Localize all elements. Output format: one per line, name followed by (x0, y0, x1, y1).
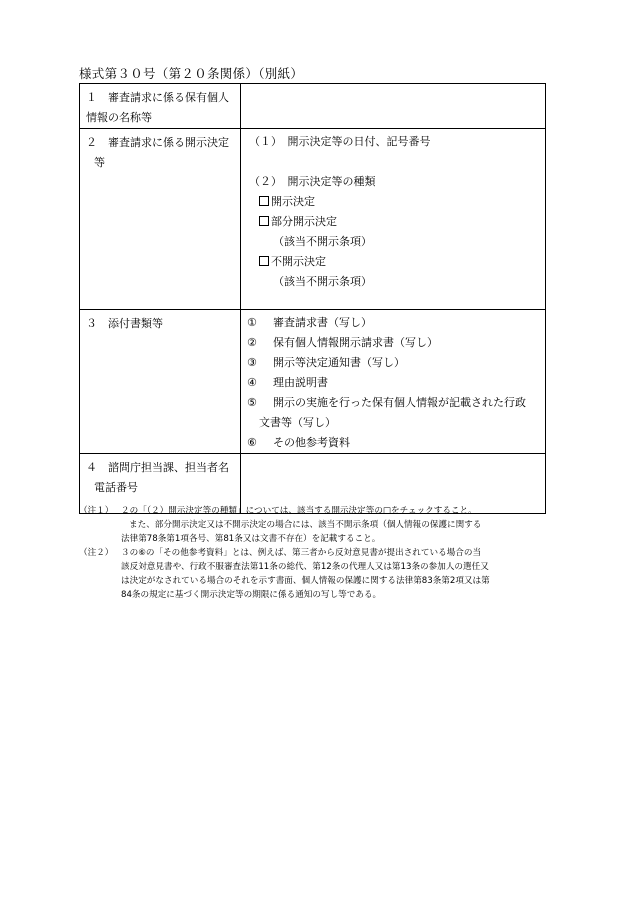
notes-section (79, 504, 547, 602)
note-line: ３の⑥の「その他参考資料」とは、例えば、第三者から反対意見書が提出されている場合の当 (121, 548, 482, 558)
row-number: ４ (86, 461, 97, 474)
checkbox-icon[interactable] (259, 196, 269, 206)
row-number: ２ (86, 136, 97, 149)
label-cell-3 (80, 310, 241, 454)
checkbox-icon[interactable] (259, 256, 269, 266)
row-label-cont: 等 (94, 156, 105, 169)
note-line: 該反対意見書や、行政不服審査法第11条の総代、第12条の代理人又は第13条の参加人の選任又 (121, 562, 489, 572)
form-title: 様式第３０号（第２０条関係）（別紙） (79, 66, 304, 81)
note-line: ２の「（２）開示決定等の種類」については、該当する開示決定等の□をチェックすること。 (121, 506, 477, 516)
note-label: （注２） (79, 548, 114, 558)
row-number: ３ (86, 317, 97, 330)
row-label: 諮問庁担当課、担当者名 (108, 461, 229, 474)
option-partial-disclose[interactable]: 部分開示決定 (247, 212, 539, 232)
row-label-cont: 情報の名称等 (86, 111, 152, 124)
row-label: 審査請求に係る保有個人 (108, 91, 229, 104)
table-row (80, 84, 546, 129)
note-line: 84条の規定に基づく開示決定等の期限に係る通知の写し等である。 (121, 590, 382, 600)
decision-type-section: （２） 開示決定等の種類 (249, 175, 376, 188)
label-cell-2 (80, 129, 241, 310)
label-cell-1 (80, 84, 241, 129)
note-label: （注１） (79, 506, 114, 516)
row-number: １ (86, 91, 97, 104)
row-label: 審査請求に係る開示決定 (108, 136, 229, 149)
table-row (80, 310, 546, 454)
partial-clause-label: （該当不開示条項） (273, 235, 372, 248)
attachment-item-cont: 文書等（写し） (259, 416, 336, 429)
decision-date-section: （１） 開示決定等の日付、記号番号 (249, 135, 431, 148)
attachment-item: ① 審査請求書（写し） (247, 316, 372, 329)
attachment-item: ④ 理由説明書 (247, 376, 328, 389)
form-table (79, 83, 546, 514)
value-cell-3 (241, 310, 546, 454)
row-label-cont: 電話番号 (94, 481, 138, 494)
attachment-item: ⑥ その他参考資料 (247, 436, 350, 449)
row-label: 添付書類等 (108, 317, 163, 330)
attachment-item: ③ 開示等決定通知書（写し） (247, 356, 405, 369)
option-disclose[interactable]: 開示決定 (247, 192, 539, 212)
value-cell-2[interactable] (241, 129, 546, 310)
table-row (80, 129, 546, 310)
note-2 (79, 546, 547, 602)
note-line: また、部分開示決定又は不開示決定の場合には、該当不開示条項（個人情報の保護に関する (129, 520, 482, 530)
value-cell-1[interactable] (241, 84, 546, 129)
non-disclose-clause-label: （該当不開示条項） (273, 275, 372, 288)
note-line: は決定がなされている場合のそれを示す書面、個人情報の保護に関する法律第83条第2項又は第 (121, 576, 490, 586)
note-1 (79, 504, 547, 546)
note-line: 法律第78条第1項各号、第81条又は文書不存在）を記載すること。 (121, 534, 381, 544)
attachment-item: ⑤ 開示の実施を行った保有個人情報が記載された行政 (247, 396, 526, 409)
checkbox-icon[interactable] (259, 216, 269, 226)
option-non-disclose[interactable]: 不開示決定 (247, 252, 539, 272)
attachment-item: ② 保有個人情報開示請求書（写し） (247, 336, 438, 349)
